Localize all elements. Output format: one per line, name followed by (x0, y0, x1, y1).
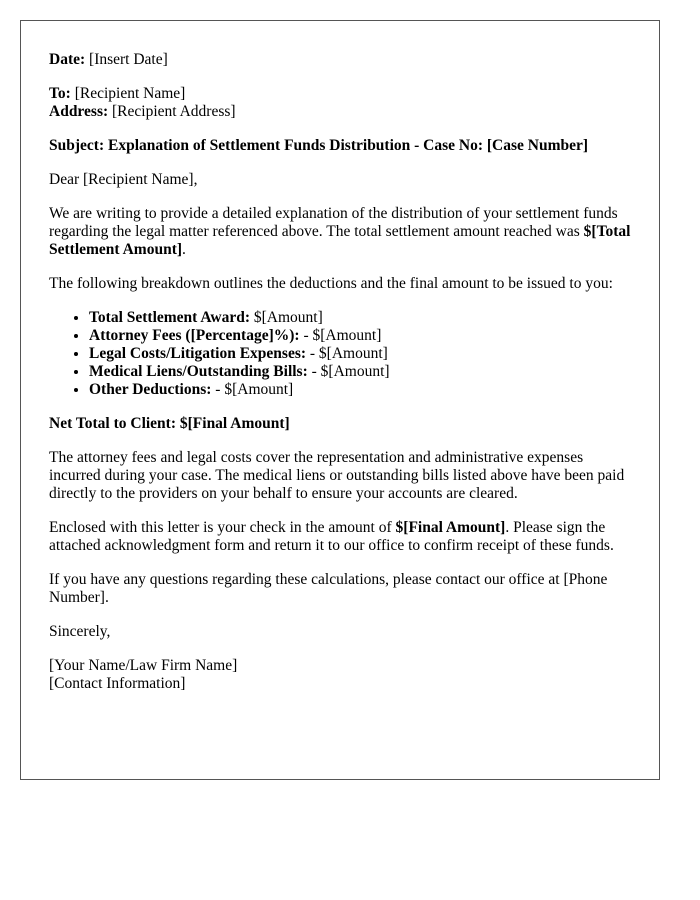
address-label: Address: (49, 103, 109, 120)
enclosed-final-amount: $[Final Amount] (395, 519, 506, 536)
intro-end: . (182, 241, 186, 258)
list-item (89, 309, 631, 327)
list-item (89, 345, 631, 363)
letter-page (20, 20, 660, 780)
breakdown-value: - $[Amount] (299, 327, 382, 344)
enclosed-text: Enclosed with this letter is your check in the amount of (49, 519, 396, 536)
list-item (89, 327, 631, 345)
signature-name: [Your Name/Law Firm Name] (49, 657, 238, 674)
breakdown-value: - $[Amount] (211, 381, 294, 398)
date-line (49, 51, 631, 69)
address-value: [Recipient Address] (108, 103, 236, 120)
intro-paragraph (49, 205, 631, 259)
list-item (89, 381, 631, 399)
questions-paragraph: If you have any questions regarding these calculations, please contact our office at [Phone Number]. (49, 571, 608, 606)
salutation: Dear [Recipient Name], (49, 171, 198, 188)
list-item (89, 363, 631, 381)
to-value: [Recipient Name] (70, 85, 186, 102)
closing: Sincerely, (49, 623, 111, 640)
date-label: Date: (49, 51, 86, 68)
to-label: To: (49, 85, 71, 102)
enclosed-end: . Please sign the attached acknowledgment form and return it to our office to confirm receipt of these funds. (49, 519, 614, 554)
breakdown-label: Attorney Fees ([Percentage]%): (89, 327, 300, 344)
breakdown-label: Total Settlement Award: (89, 309, 251, 326)
to-line (49, 85, 631, 103)
net-total-line: Net Total to Client: $[Final Amount] (49, 415, 290, 432)
address-line (49, 103, 631, 121)
fees-paragraph: The attorney fees and legal costs cover the representation and administrative expenses incurred during your case. The medical liens or outstanding bills listed above have been paid directly to the providers on your behalf to ensure your accounts are cleared. (49, 449, 625, 502)
breakdown-value: - $[Amount] (306, 345, 388, 362)
breakdown-label: Other Deductions: (89, 381, 212, 398)
breakdown-list (49, 309, 631, 399)
signature-contact: [Contact Information] (49, 675, 186, 692)
date-value: [Insert Date] (85, 51, 168, 68)
intro-total-amount: $[Total Settlement Amount] (49, 223, 631, 258)
subject-line: Subject: Explanation of Settlement Funds Distribution - Case No: [Case Number] (49, 137, 589, 154)
enclosed-paragraph (49, 519, 631, 555)
breakdown-value: $[Amount] (250, 309, 323, 326)
breakdown-value: - $[Amount] (307, 363, 390, 380)
breakdown-label: Medical Liens/Outstanding Bills: (89, 363, 308, 380)
breakdown-label: Legal Costs/Litigation Expenses: (89, 345, 307, 362)
breakdown-intro: The following breakdown outlines the deductions and the final amount to be issued to you: (49, 275, 613, 292)
intro-text: We are writing to provide a detailed explanation of the distribution of your settlement funds regarding the legal matter referenced above. The total settlement amount reached was (49, 205, 618, 240)
